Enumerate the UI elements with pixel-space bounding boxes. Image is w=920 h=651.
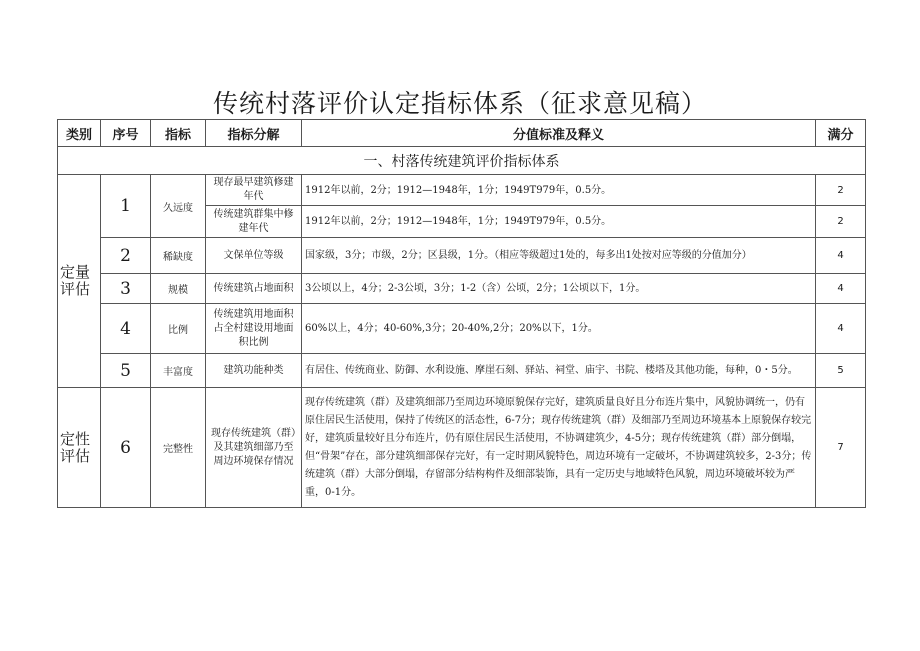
evaluation-table [57,119,866,508]
header-row [58,120,866,147]
score-6: 7 [816,388,866,508]
standard-1b: 1912年以前，2分；1912—1948年，1分；1949T979年，0.5分。 [302,206,816,238]
header-serial: 序号 [101,120,151,147]
score-1a: 2 [816,175,866,206]
standard-4: 60%以上，4分；40-60%,3分；20-40%,2分；20%以下，1分。 [302,304,816,354]
indicator-4: 比例 [151,304,206,354]
score-2: 4 [816,238,866,274]
serial-2: 2 [101,238,151,274]
category-quantitative [58,175,101,388]
standard-1a: 1912年以前，2分；1912—1948年，1分；1949T979年，0.5分。 [302,175,816,206]
decomposition-5: 建筑功能种类 [206,354,302,388]
serial-5: 5 [101,354,151,388]
header-standard: 分值标准及释义 [302,120,816,147]
table-row [58,175,866,206]
serial-1: 1 [101,175,151,238]
indicator-6: 完整性 [151,388,206,508]
table-row [58,354,866,388]
indicator-3: 规模 [151,274,206,304]
category-quantitative-label: 定量评估 [60,263,91,298]
standard-2: 国家级，3分；市级，2分；区县级，1分。（相应等级超过1处的，每多出1处按对应等级的分值加分） [302,238,816,274]
table-row [58,274,866,304]
serial-3: 3 [101,274,151,304]
score-3: 4 [816,274,866,304]
indicator-1: 久远度 [151,175,206,238]
serial-6: 6 [101,388,151,508]
header-decomposition: 指标分解 [206,120,302,147]
category-qualitative [58,388,101,508]
decomposition-4: 传统建筑用地面积占全村建设用地面积比例 [206,304,302,354]
section-row [58,147,866,175]
header-category: 类别 [58,120,101,147]
page-title: 传统村落评价认定指标体系（征求意见稿） [212,89,707,118]
standard-3: 3公顷以上，4分；2-3公顷，3分；1-2（含）公顷，2分；1公顷以下，1分。 [302,274,816,304]
decomposition-6: 现存传统建筑（群）及其建筑细部乃至周边环境保存情况 [206,388,302,508]
table-row [58,388,866,508]
indicator-5: 丰富度 [151,354,206,388]
score-1b: 2 [816,206,866,238]
header-full-score: 满分 [816,120,866,147]
score-4: 4 [816,304,866,354]
header-indicator: 指标 [151,120,206,147]
table-row [58,304,866,354]
serial-4: 4 [101,304,151,354]
category-qualitative-label: 定性评估 [60,429,91,465]
indicator-2: 稀缺度 [151,238,206,274]
section-title: 一、村落传统建筑评价指标体系 [58,147,866,175]
decomposition-3: 传统建筑占地面积 [206,274,302,304]
score-5: 5 [816,354,866,388]
decomposition-2: 文保单位等级 [206,238,302,274]
decomposition-1a: 现存最早建筑修建年代 [206,175,302,206]
standard-6: 现存传统建筑（群）及建筑细部乃至周边环境原貌保存完好，建筑质量良好且分布连片集中，风貌协调统一，仍有原住居民生活使用，保持了传统区的活态性，6-7分；现存传统建筑（群）及细部乃至周边环境基本上原貌保存较完好，建筑质量较好且分布连片，仍有原住居民生活使用，不协调建筑少，4-5分；现存传统建筑（群）部分倒塌，但“骨架”存在，部分建筑细部保存完好，有一定时期风貌特色，周边环境有一定破坏，不协调建筑较多，2-3分；传统建筑（群）大部分倒塌，存留部分结构构件及细部装饰，具有一定历史与地域特色风貌，周边环境破坏较为严重，0-1分。 [302,388,816,508]
table-row [58,238,866,274]
standard-5: 有居住、传统商业、防御、水利设施、摩崖石刻、驿站、祠堂、庙宇、书院、楼塔及其他功能，每种，0・5分。 [302,354,816,388]
decomposition-1b: 传统建筑群集中修建年代 [206,206,302,238]
